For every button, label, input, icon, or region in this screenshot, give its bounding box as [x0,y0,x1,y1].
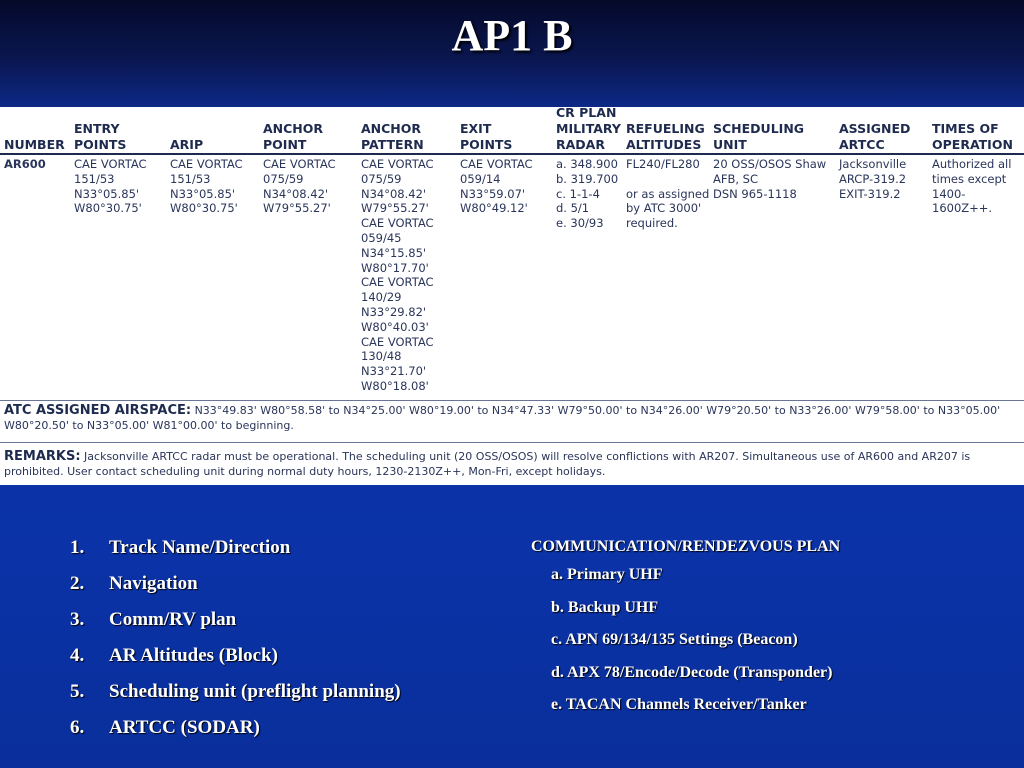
list-item-text: Track Name/Direction [109,537,291,558]
comm-plan-title: COMMUNICATION/RENDEZVOUS PLAN [531,538,841,555]
list-item-text: Scheduling unit (preflight planning) [109,681,401,702]
list-item-number: 3. [70,609,85,630]
list-item-text: AR Altitudes (Block) [109,645,278,666]
comm-rendezvous-plan [531,535,840,722]
refueling-track-table [0,107,1024,485]
header-arip: ARIP [170,137,204,152]
cell-refueling-altitudes: FL240/FL280 or as assigned by ATC 3000' required. [626,157,710,231]
row-divider [0,400,1024,401]
cell-times-of-operation: Authorized all times except 1400-1600Z++. [932,157,1012,216]
list-item-number: 4. [70,645,85,666]
comm-plan-item: c. APN 69/134/135 Settings (Beacon) [551,631,798,648]
cell-assigned-artcc: Jacksonville ARCP-319.2 EXIT-319.2 [839,157,907,201]
remarks-label: REMARKS: [4,449,81,464]
header-refueling-altitudes: REFUELING ALTITUDES [626,121,705,152]
header-assigned-artcc: ASSIGNED ARTCC [839,121,911,152]
remarks-text: Jacksonville ARTCC radar must be operational. The scheduling unit (20 OSS/OSOS) will resolve conflictions with AR207. Simultaneous use of AR600 and AR207 is prohibited. User contact scheduling unit during normal duty hours, 1230-2130Z++, Mon-Fri, except holidays. [4,450,971,478]
header-divider [0,153,1024,155]
cell-anchor-pattern: CAE VORTAC 075/59 N34°08.42' W79°55.27' CAE VORTAC 059/45 N34°15.85' W80°17.70' CAE VORTAC 140/29 N33°29.82' W80°40.03' CAE VORTAC 130/48 N33°21.70' W80°18.08' [361,157,434,393]
list-item-number: 5. [70,681,85,702]
list-item [70,535,401,571]
cell-cr-plan: a. 348.900 b. 319.700 c. 1-1-4 d. 5/1 e. 30/93 [556,157,619,231]
header-entry-points: ENTRY POINTS [74,121,127,152]
list-item-number: 2. [70,573,85,594]
list-item [70,571,401,607]
cell-arip: CAE VORTAC 151/53 N33°05.85' W80°30.75' [170,157,243,216]
topic-list [70,535,401,751]
remarks-divider [0,442,1024,443]
cell-anchor-point: CAE VORTAC 075/59 N34°08.42' W79°55.27' [263,157,336,216]
header-anchor-point: ANCHOR POINT [263,121,324,152]
list-item-text: Comm/RV plan [109,609,237,630]
remarks [4,449,1014,479]
atc-assigned-airspace [4,403,1014,433]
atc-label: ATC ASSIGNED AIRSPACE: [4,403,192,418]
comm-plan-item: b. Backup UHF [551,598,659,616]
list-item [70,643,401,679]
header-cr-plan: CR PLAN MILITARY RADAR [556,105,621,152]
cell-number: AR600 [4,157,46,171]
header-times-of-operation: TIMES OF OPERATION [932,121,1013,152]
cell-scheduling-unit: 20 OSS/OSOS Shaw AFB, SC DSN 965-1118 [713,157,827,201]
list-item [70,715,401,751]
comm-plan-item: d. APX 78/Encode/Decode (Transponder) [551,663,833,681]
header-scheduling-unit: SCHEDULING UNIT [713,121,805,152]
list-item [70,679,401,715]
header-number: NUMBER [4,137,65,152]
comm-plan-item: e. TACAN Channels Receiver/Tanker [551,696,807,713]
list-item-number: 6. [70,717,85,738]
list-item-text: ARTCC (SODAR) [109,717,260,738]
comm-plan-item: a. Primary UHF [551,566,663,583]
header-exit-points: EXIT POINTS [460,121,513,152]
header-anchor-pattern: ANCHOR PATTERN [361,121,424,152]
cell-exit-points: CAE VORTAC 059/14 N33°59.07' W80°49.12' [460,157,533,216]
slide-title: AP1 B [451,11,573,60]
cell-entry-points: CAE VORTAC 151/53 N33°05.85' W80°30.75' [74,157,147,216]
atc-text: N33°49.83' W80°58.58' to N34°25.00' W80°19.00' to N34°47.33' W79°50.00' to N34°26.00' W79°20.50' to N33°26.00' W79°58.00' to N33°05.00' W80°20.50' to N33°05.00' W81°00.00' to beginning. [4,404,1001,432]
list-item-text: Navigation [109,573,198,594]
list-item [70,607,401,643]
list-item-number: 1. [70,537,85,558]
